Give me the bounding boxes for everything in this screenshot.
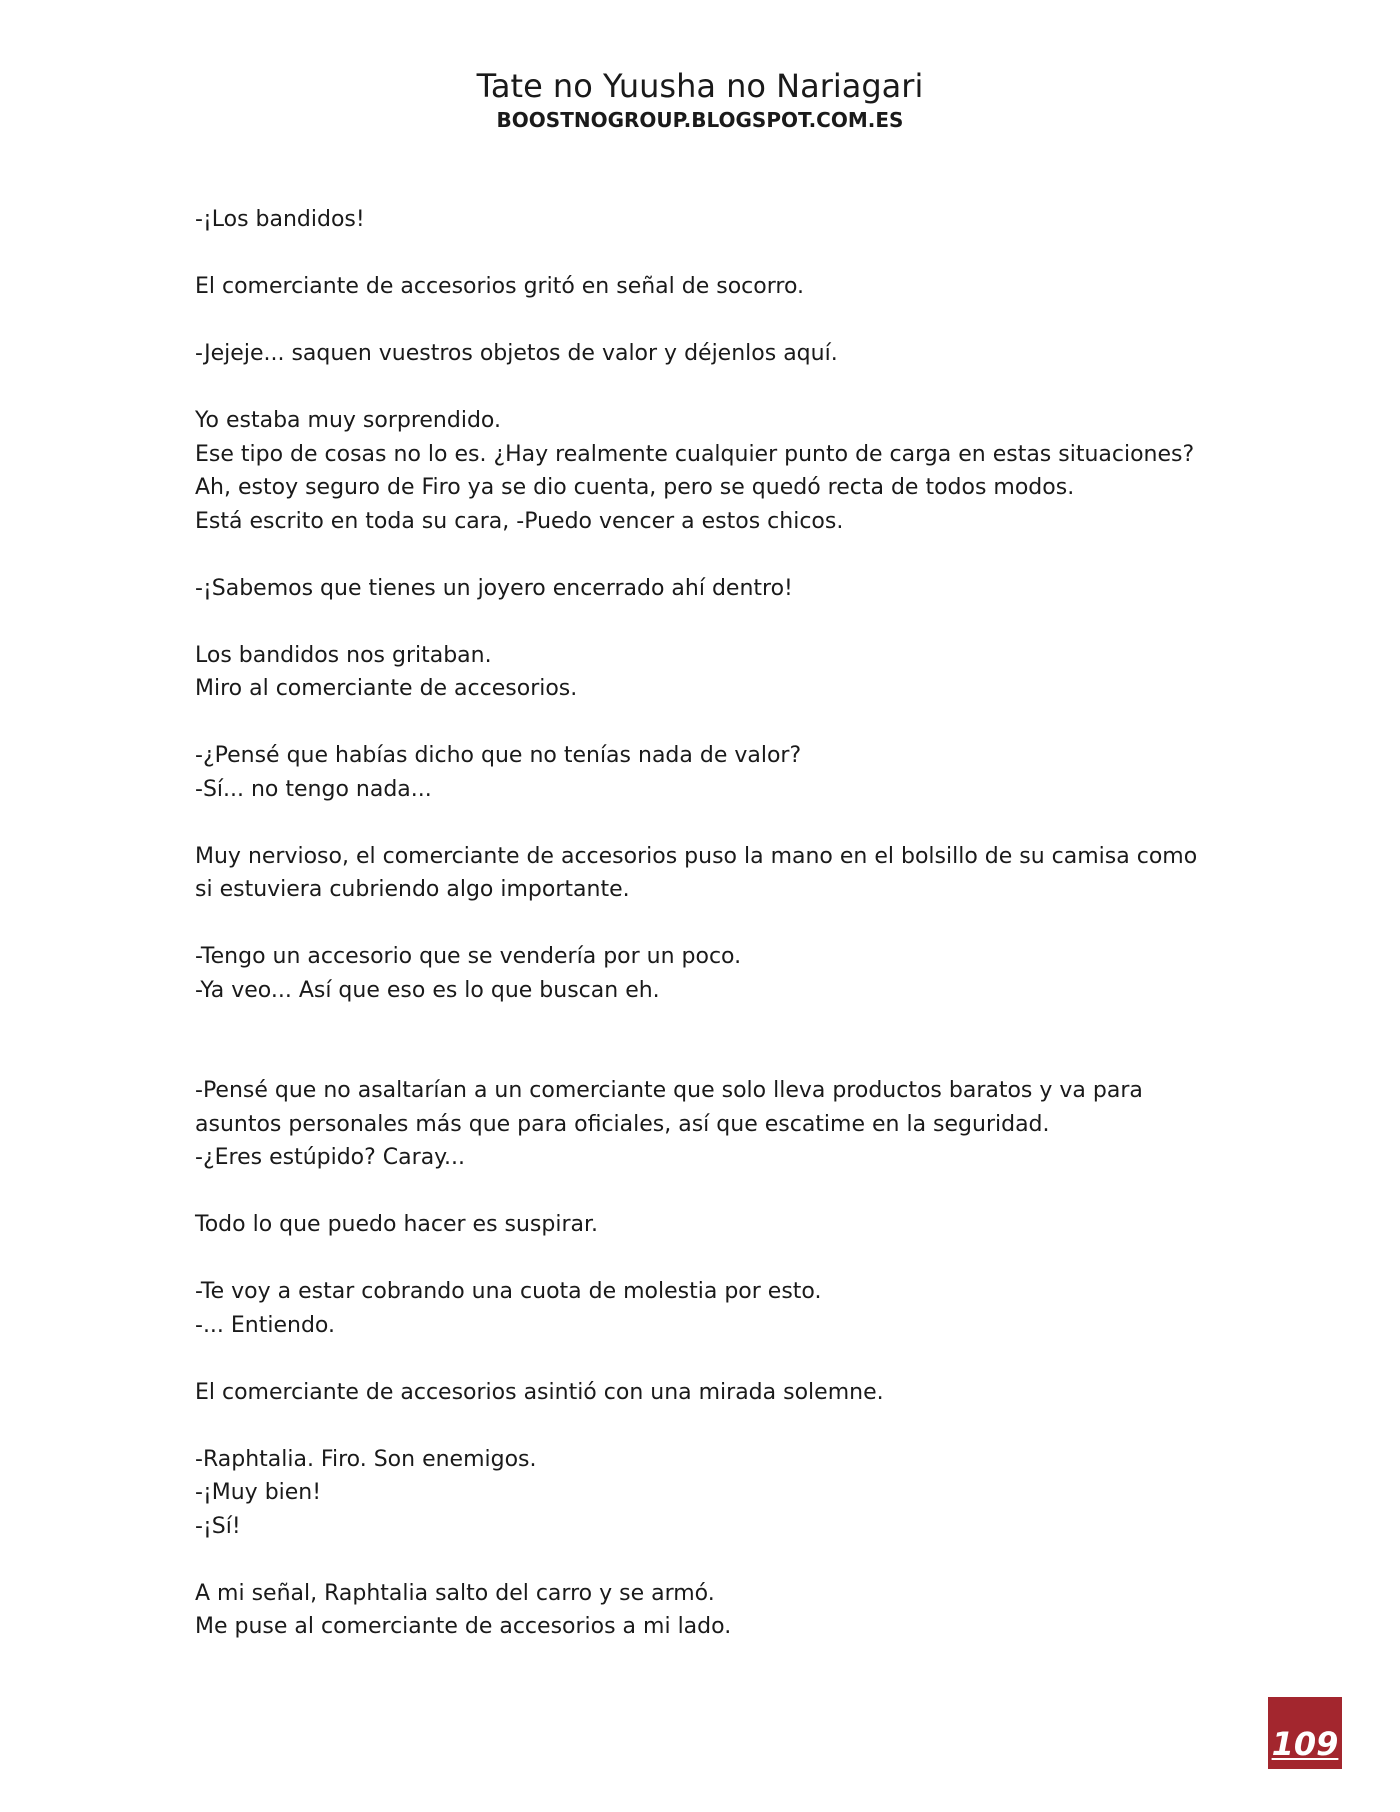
text-line: -Ya veo... Así que eso es lo que buscan eh.: [195, 977, 660, 1003]
paragraph: [195, 203, 1235, 237]
paragraph: [195, 1074, 1235, 1175]
paragraph: [195, 1376, 1235, 1410]
paragraph: [195, 940, 1235, 1007]
text-line: A mi señal, Raphtalia salto del carro y se armó.: [195, 1580, 715, 1606]
body-text: [195, 203, 1235, 1677]
text-line: -Jejeje... saquen vuestros objetos de valor y déjenlos aquí.: [195, 341, 838, 366]
blog-url: BOOSTNOGROUP.BLOGSPOT.COM.ES: [496, 108, 904, 132]
text-line: Está escrito en toda su cara, -Puedo vencer a estos chicos.: [195, 508, 844, 534]
paragraph: [195, 840, 1235, 907]
page-header: [0, 66, 1400, 134]
text-line: Yo estaba muy sorprendido.: [195, 408, 501, 433]
paragraph: [195, 404, 1235, 538]
paragraph: [195, 572, 1235, 606]
text-line: Todo lo que puedo hacer es suspirar.: [195, 1212, 599, 1237]
paragraph: [195, 270, 1235, 304]
paragraph: [195, 337, 1235, 371]
book-title: Tate no Yuusha no Nariagari: [476, 67, 924, 105]
text-line: -... Entiendo.: [195, 1312, 336, 1338]
text-line: -Te voy a estar cobrando una cuota de molestia por esto.: [195, 1279, 822, 1304]
text-line: -¡Sí!: [195, 1513, 241, 1539]
text-line: -¡Los bandidos!: [195, 207, 365, 232]
text-line: Miro al comerciante de accesorios.: [195, 676, 578, 701]
text-line: Muy nervioso, el comerciante de accesorios puso la mano en el bolsillo de su camisa como: [195, 843, 1198, 869]
text-line: -¡Sabemos que tienes un joyero encerrado ahí dentro!: [195, 575, 793, 601]
text-line: El comerciante de accesorios gritó en señal de socorro.: [195, 274, 805, 299]
text-line: Ah, estoy seguro de Firo ya se dio cuenta, pero se quedó recta de todos modos.: [195, 475, 1075, 500]
text-line: Los bandidos nos gritaban.: [195, 642, 492, 668]
text-line: -Pensé que no asaltarían a un comerciante que solo lleva productos baratos y va para: [195, 1078, 1143, 1103]
text-line: asuntos personales más que para oficiales, así que escatime en la seguridad.: [195, 1111, 1050, 1137]
text-line: El comerciante de accesorios asintió con una mirada solemne.: [195, 1379, 884, 1405]
text-line: -Sí... no tengo nada...: [195, 776, 432, 802]
text-line: Ese tipo de cosas no lo es. ¿Hay realmente cualquier punto de carga en estas situaciones?: [195, 441, 1195, 467]
text-line: -Raphtalia. Firo. Son enemigos.: [195, 1446, 537, 1472]
page-number-badge: [1268, 1697, 1342, 1769]
text-line: -¡Muy bien!: [195, 1480, 322, 1505]
page-number: 109: [1271, 1725, 1339, 1763]
text-line: si estuviera cubriendo algo importante.: [195, 877, 630, 902]
text-line: -¿Eres estúpido? Caray...: [195, 1145, 466, 1170]
text-line: -Tengo un accesorio que se vendería por un poco.: [195, 944, 742, 969]
paragraph: [195, 1275, 1235, 1342]
paragraph: [195, 639, 1235, 706]
paragraph: [195, 739, 1235, 806]
paragraph: [195, 1208, 1235, 1242]
paragraph: [195, 1443, 1235, 1544]
paragraph: [195, 1577, 1235, 1644]
text-line: -¿Pensé que habías dicho que no tenías nada de valor?: [195, 743, 802, 768]
text-line: Me puse al comerciante de accesorios a mi lado.: [195, 1614, 732, 1639]
